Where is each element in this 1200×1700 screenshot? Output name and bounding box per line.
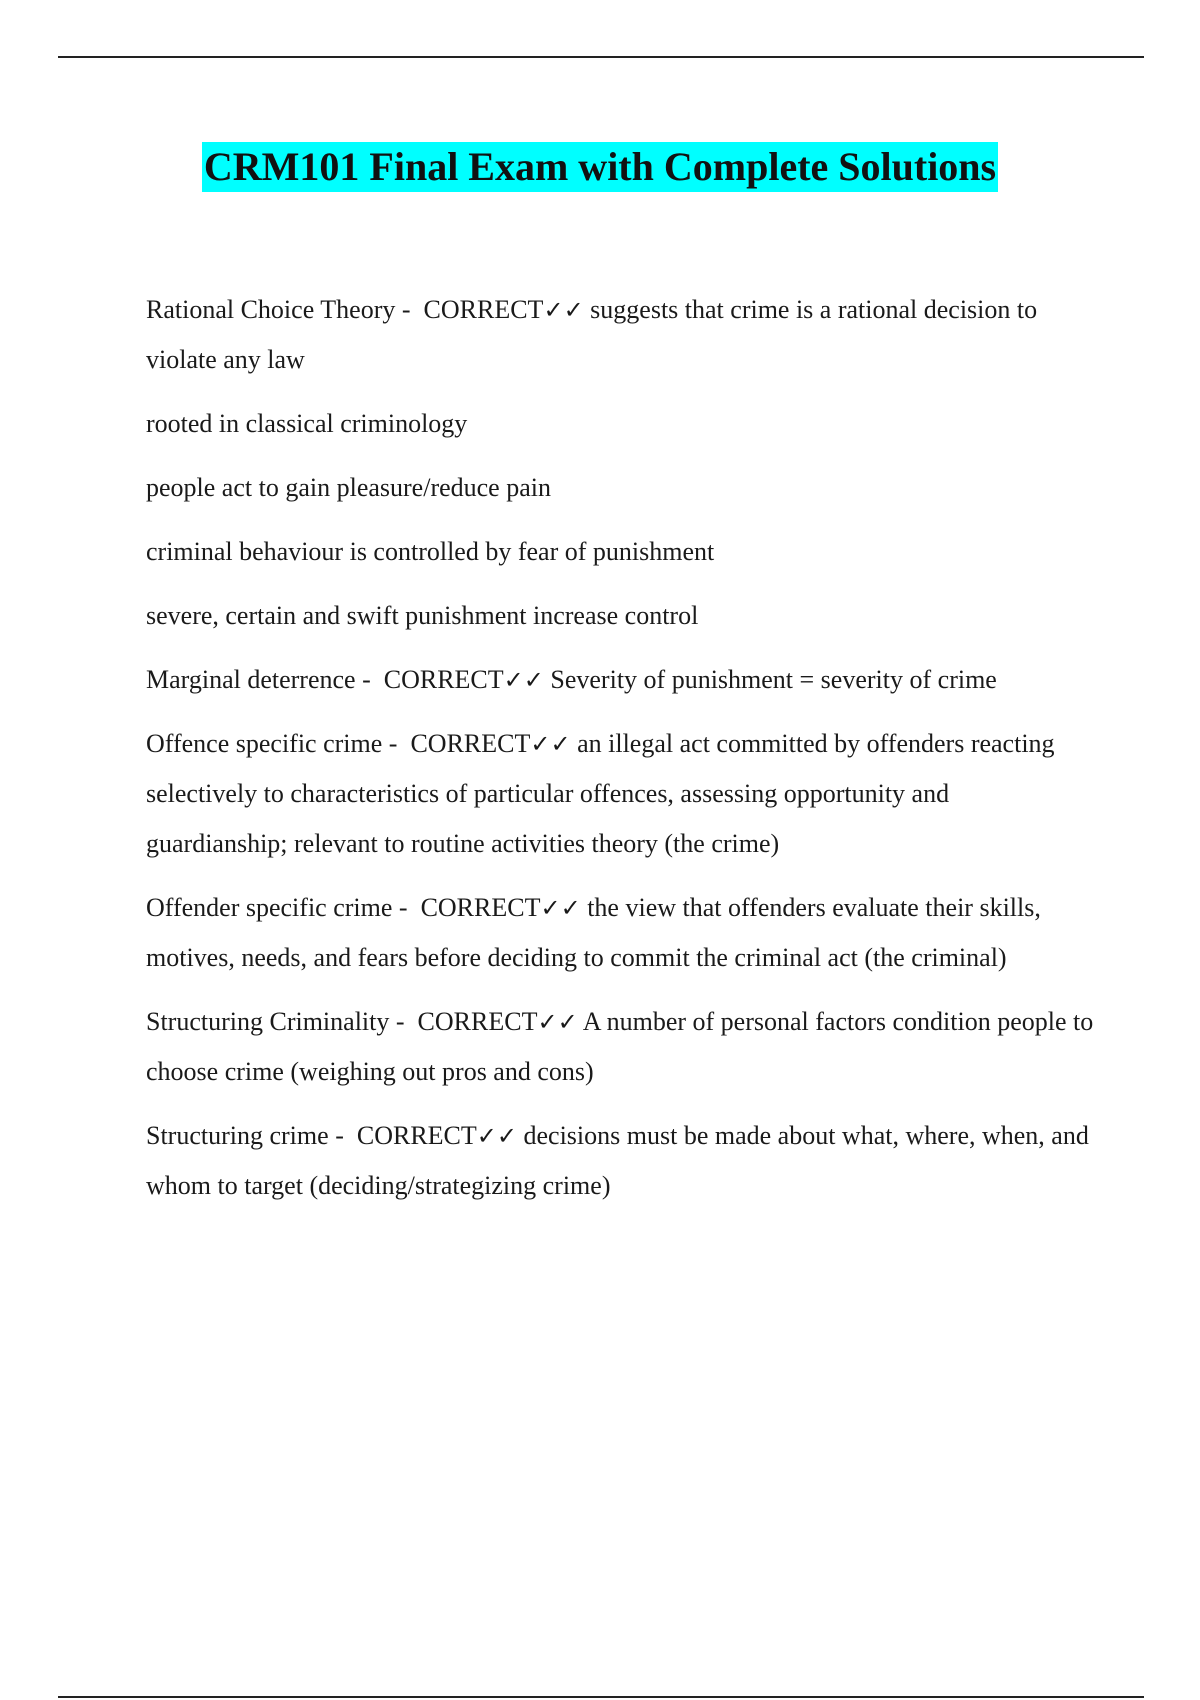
note-line: criminal behaviour is controlled by fear of punishment	[146, 537, 715, 566]
title-block	[0, 142, 1200, 192]
entry-separator: -	[328, 1121, 357, 1150]
entry-separator: -	[382, 729, 411, 758]
document-body	[146, 285, 1096, 1225]
bottom-rule	[58, 1696, 1144, 1698]
note-line: people act to gain pleasure/reduce pain	[146, 473, 551, 502]
check-marks-icon: ✓✓	[540, 894, 581, 922]
entry-definition: suggests that crime is a rational decision to violate any law	[146, 295, 1038, 374]
top-rule	[58, 56, 1144, 58]
correct-label: CORRECT	[423, 295, 544, 324]
entry-rational-choice-theory	[146, 285, 1096, 385]
check-marks-icon: ✓✓	[503, 666, 544, 694]
entry-definition: Severity of punishment = severity of crime	[543, 665, 997, 694]
check-marks-icon: ✓✓	[537, 1008, 578, 1036]
entry-term: Offender specific crime	[146, 893, 393, 922]
entry-separator: -	[389, 1007, 418, 1036]
note-line: rooted in classical criminology	[146, 409, 468, 438]
entry-definition: an illegal act committed by offenders reacting selectively to characteristics of particular offences, assessing opportunity and guardianship; relevant to routine activities theory (the crime)	[146, 729, 1055, 858]
entry-structuring-criminality	[146, 997, 1096, 1097]
entry-term: Marginal deterrence	[146, 665, 356, 694]
entry-offender-specific-crime	[146, 883, 1096, 983]
entry-offence-specific-crime	[146, 719, 1096, 869]
correct-label: CORRECT	[356, 1121, 477, 1150]
note-line: severe, certain and swift punishment increase control	[146, 601, 699, 630]
entry-marginal-deterrence	[146, 655, 1096, 705]
entry-term: Structuring crime	[146, 1121, 329, 1150]
entry-definition: A number of personal factors condition people to choose crime (weighing out pros and cons)	[146, 1007, 1094, 1086]
correct-label: CORRECT	[420, 893, 541, 922]
entry-separator: -	[395, 295, 424, 324]
entry-separator: -	[392, 893, 421, 922]
entry-term: Offence specific crime	[146, 729, 383, 758]
correct-label: CORRECT	[417, 1007, 538, 1036]
entry-separator: -	[355, 665, 384, 694]
check-marks-icon: ✓✓	[543, 296, 584, 324]
entry-term: Rational Choice Theory	[146, 295, 396, 324]
entry-structuring-crime	[146, 1111, 1096, 1211]
entry-term: Structuring Criminality	[146, 1007, 390, 1036]
document-title: CRM101 Final Exam with Complete Solutions	[202, 142, 998, 192]
correct-label: CORRECT	[383, 665, 504, 694]
check-marks-icon: ✓✓	[476, 1122, 517, 1150]
entry-definition: the view that offenders evaluate their skills, motives, needs, and fears before deciding to commit the criminal act (the criminal)	[146, 893, 1041, 972]
entry-definition: decisions must be made about what, where, when, and whom to target (deciding/strategizing crime)	[146, 1121, 1089, 1200]
check-marks-icon: ✓✓	[530, 730, 571, 758]
correct-label: CORRECT	[410, 729, 531, 758]
